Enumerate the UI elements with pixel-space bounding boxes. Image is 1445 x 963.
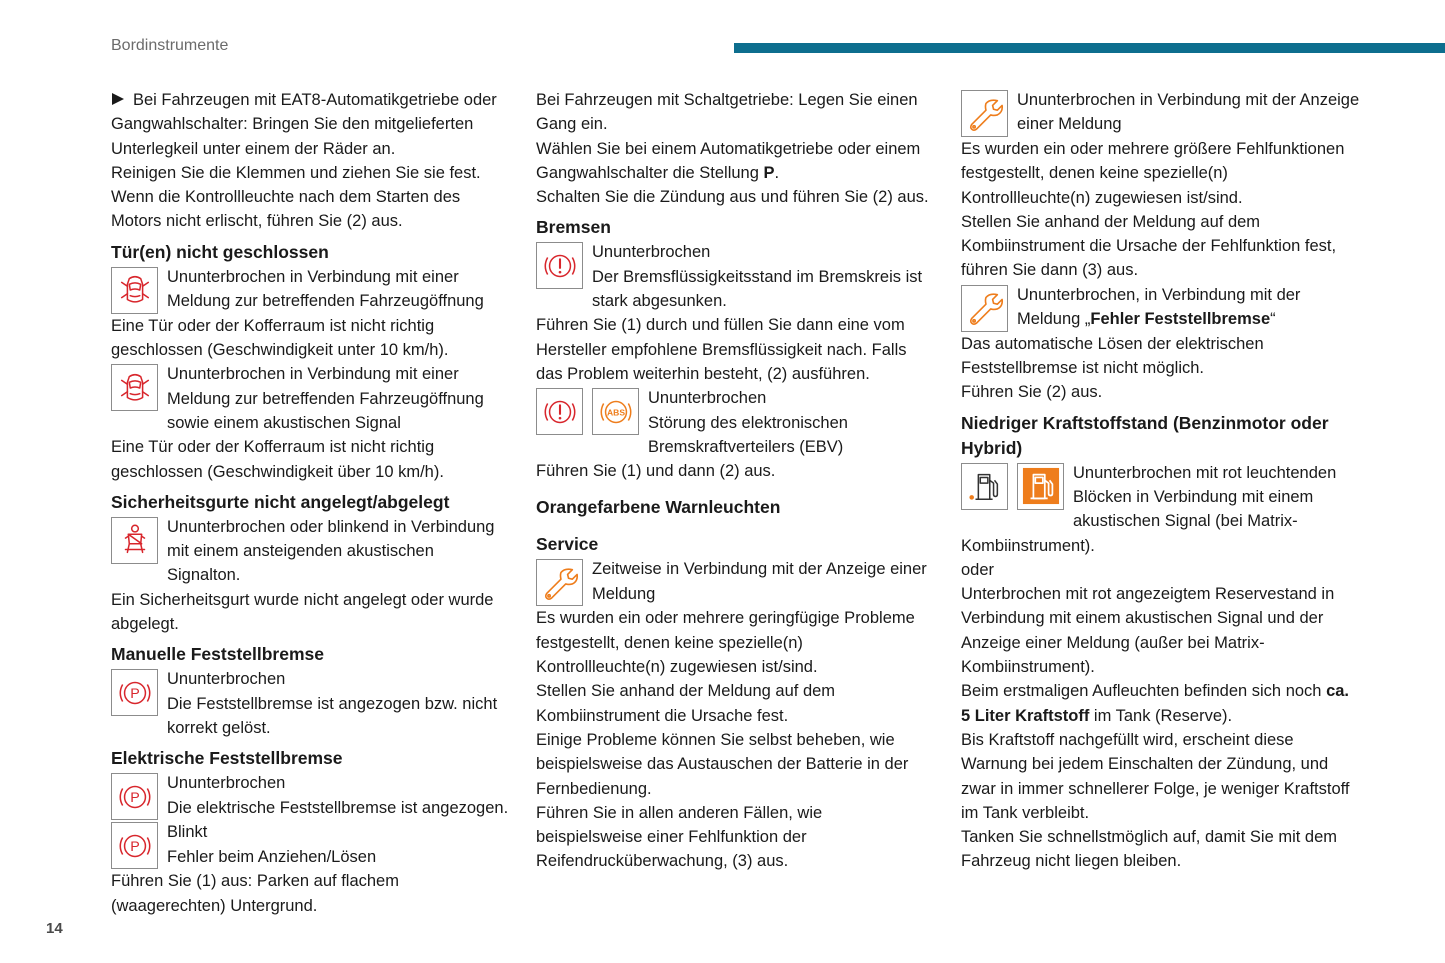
service-desc-3: Einige Probleme können Sie selbst beheben, wie beispielsweise das Austauschen der Batterie in der Fernbedienung. (536, 730, 909, 798)
service-entry: Zeitweise in Verbindung mit der Anzeige einer Meldung (536, 557, 931, 606)
brake-warning-icon (536, 388, 583, 435)
brake-entry-2: ABS Ununterbrochen Störung des elektronischen Bremskraftverteilers (EBV) (536, 386, 931, 459)
gear-manual: Bei Fahrzeugen mit Schaltgetriebe: Legen Sie einen Gang ein. (536, 91, 918, 134)
brake-desc-2: Führen Sie (1) und dann (2) aus. (536, 462, 776, 481)
low-fuel-entry: Ununterbrochen mit rot leuchtenden Blöcken in Verbindung mit einem akustischen Signal (bei Matrix-Kombiinstrument). (961, 463, 1337, 555)
heading-orange-lights: Orangefarbene Warnleuchten (536, 497, 781, 518)
service-desc-1: Es wurden ein oder mehrere geringfügige Probleme festgestellt, denen keine spezielle(n) Kontrollleuchte(n) zugewiesen ist/sind. (536, 609, 915, 677)
door-open-icon (111, 364, 158, 411)
wrench-icon (961, 285, 1008, 332)
column-1 (111, 88, 511, 918)
brake-fault-desc-2: Führen Sie (2) aus. (961, 383, 1103, 402)
section-title: Bordinstrumente (111, 37, 229, 54)
column-2 (536, 88, 931, 874)
service-desc-4: Führen Sie in allen anderen Fällen, wie beispielsweise einer Fehlfunktion der Reifendrucküberwachung, (3) aus. (536, 803, 823, 871)
brake-entry-1: Ununterbrochen Der Bremsflüssigkeitsstand im Bremskreis ist stark abgesunken. (536, 240, 931, 313)
brake-fault-desc-1: Das automatische Lösen der elektrischen Feststellbremse ist nicht möglich. (961, 334, 1264, 378)
gear-automatic: Wählen Sie bei einem Automatikgetriebe oder einem Gangwahlschalter die Stellung P. (536, 139, 921, 182)
heading-door: Tür(en) nicht geschlossen (111, 241, 329, 262)
low-fuel-desc-1: Unterbrochen mit rot angezeigtem Reservestand in Verbindung mit einem akustischen Signal und der Anzeige einer Meldung (außer bei Matrix-Kombiinstrument). (961, 585, 1335, 677)
major-fault-desc-2: Stellen Sie anhand der Meldung auf dem Kombiinstrument die Ursache der Fehlfunktion fest, führen Sie dann (3) aus. (961, 212, 1337, 280)
parking-brake-icon (111, 822, 158, 869)
wrench-icon (536, 559, 583, 606)
column-3 (961, 88, 1361, 874)
abs-icon (592, 388, 639, 435)
door-open-icon (111, 267, 158, 314)
low-fuel-desc-4: Tanken Sie schnellstmöglich auf, damit Sie mit dem Fahrzeug nicht liegen bleiben. (961, 828, 1338, 871)
header-accent-bar (734, 43, 1445, 53)
low-fuel-desc-3: Bis Kraftstoff nachgefüllt wird, erscheint diese Warnung bei jedem Einschalten der Zündung, und zwar in immer schnellerer Folge, je weniger Kraftstoff im Tank verbleibt. (961, 730, 1350, 822)
door-desc-1: Eine Tür oder der Kofferraum ist nicht richtig geschlossen (Geschwindigkeit unter 10 km/h). (111, 316, 449, 360)
intro-warning-light: Wenn die Kontrollleuchte nach dem Starten des Motors nicht erlischt, führen Sie (2) aus. (111, 188, 461, 231)
door-entry-1: Ununterbrochen in Verbindung mit einer Meldung zur betreffenden Fahrzeugöffnung (111, 265, 511, 314)
belt-desc: Ein Sicherheitsgurt wurde nicht angelegt oder wurde abgelegt. (111, 590, 494, 634)
arrow-bullet-icon (112, 93, 124, 105)
svg-text:ABS: ABS (606, 407, 625, 418)
heading-low-fuel: Niedriger Kraftstoffstand (Benzinmotor oder Hybrid) (961, 412, 1329, 458)
parking-brake-icon (111, 669, 158, 716)
major-fault-desc-1: Es wurden ein oder mehrere größere Fehlfunktionen festgestellt, denen keine spezielle(n) Kontrollleuchte(n) zugewiesen ist/sind. (961, 140, 1345, 207)
seatbelt-icon (111, 517, 158, 564)
fuel-pump-filled-icon (1017, 463, 1064, 510)
belt-entry: Ununterbrochen oder blinkend in Verbindung mit einem ansteigenden akustischen Signalton. (111, 515, 511, 588)
intro-bullet: Bei Fahrzeugen mit EAT8-Automatikgetriebe oder Gangwahlschalter: Bringen Sie den mitgelieferten Unterlegkeil unter einem der Räder an. (111, 91, 497, 158)
brake-warning-icon (536, 242, 583, 289)
door-entry-2: Ununterbrochen in Verbindung mit einer Meldung zur betreffenden Fahrzeugöffnung sowie einem akustischen Signal (111, 362, 511, 435)
heading-service: Service (536, 534, 599, 555)
electric-brake-entry-1: Ununterbrochen Die elektrische Feststellbremse ist angezogen. (111, 771, 511, 820)
ignition-off: Schalten Sie die Zündung aus und führen Sie (2) aus. (536, 188, 929, 207)
brake-desc-1: Führen Sie (1) durch und füllen Sie dann eine vom Hersteller empfohlene Bremsflüssigkeit nach. Falls das Problem weiterhin besteht, (2) ausführen. (536, 316, 907, 383)
fuel-pump-icon (961, 463, 1008, 510)
low-fuel-desc-2: Beim erstmaligen Aufleuchten befinden sich noch ca. 5 Liter Kraftstoff im Tank (Reserve). (961, 682, 1349, 725)
parking-brake-icon (111, 773, 158, 820)
brake-fault-entry: Ununterbrochen, in Verbindung mit der Meldung „Fehler Feststellbremse“ (961, 283, 1361, 332)
manual-brake-entry: Ununterbrochen Die Feststellbremse ist angezogen bzw. nicht korrekt gelöst. (111, 667, 511, 740)
intro-clamps: Reinigen Sie die Klemmen und ziehen Sie sie fest. (111, 163, 481, 182)
page-number: 14 (46, 920, 63, 937)
electric-brake-desc: Führen Sie (1) aus: Parken auf flachem (waagerechten) Untergrund. (111, 872, 399, 915)
major-fault-entry: Ununterbrochen in Verbindung mit der Anzeige einer Meldung (961, 88, 1361, 137)
door-desc-2: Eine Tür oder der Kofferraum ist nicht richtig geschlossen (Geschwindigkeit über 10 km/h). (111, 438, 444, 481)
wrench-icon (961, 90, 1008, 137)
heading-brakes: Bremsen (536, 217, 611, 238)
heading-manual-brake: Manuelle Feststellbremse (111, 644, 324, 665)
low-fuel-oder: oder (961, 560, 995, 579)
service-desc-2: Stellen Sie anhand der Meldung auf dem Kombiinstrument die Ursache fest. (536, 682, 836, 725)
electric-brake-entry-2: Blinkt Fehler beim Anziehen/Lösen (111, 820, 511, 869)
heading-electric-brake: Elektrische Feststellbremse (111, 748, 343, 769)
heading-seatbelt: Sicherheitsgurte nicht angelegt/abgelegt (111, 491, 450, 512)
